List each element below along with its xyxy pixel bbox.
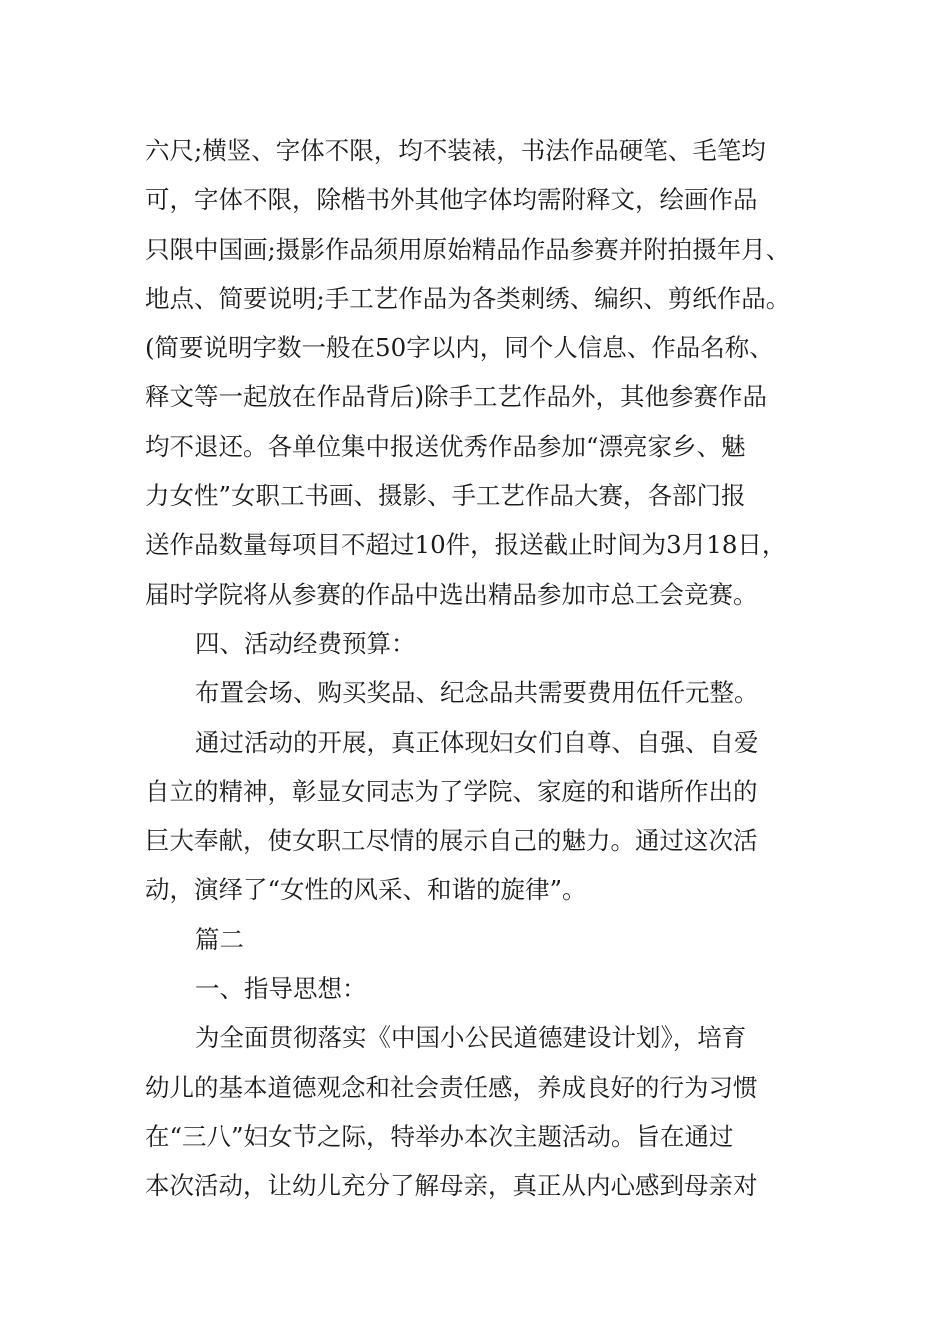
text-line: 均不退还。各单位集中报送优秀作品参加“漂亮家乡、魅 (145, 431, 746, 461)
text-line: 届时学院将从参赛的作品中选出精品参加市总工会竞赛。 (145, 579, 758, 609)
text-line: 释文等一起放在作品背后)除手工艺作品外，其他参赛作品 (145, 382, 768, 412)
text-line: 布置会场、购买奖品、纪念品共需要费用伍仟元整。 (195, 678, 759, 708)
text-line: 通过活动的开展，真正体现妇女们自尊、自强、自爱 (195, 727, 759, 757)
section-heading: 一、指导思想： (195, 974, 367, 1004)
text-line: 在“三八”妇女节之际，特举办本次主题活动。旨在通过 (145, 1121, 734, 1151)
text-line: 力女性”女职工书画、摄影、手工艺作品大赛，各部门报 (145, 481, 746, 511)
text-line: 幼儿的基本道德观念和社会责任感，养成良好的行为习惯 (145, 1072, 758, 1102)
text-line: 只限中国画;摄影作品须用原始精品作品参赛并附拍摄年月、 (145, 234, 791, 264)
section-heading: 篇二 (195, 924, 244, 954)
text-line: 为全面贯彻落实《中国小公民道德建设计划》，培育 (195, 1023, 747, 1053)
text-line: 可，字体不限，除楷书外其他字体均需附释文，绘画作品 (145, 185, 758, 215)
text-line: 六尺;横竖、字体不限，均不装裱，书法作品硬笔、毛笔均 (145, 136, 766, 165)
document-body (145, 126, 835, 1211)
text-line: 巨大奉献，使女职工尽情的展示自己的魅力。通过这次活 (145, 826, 758, 856)
text-line: 自立的精神，彰显女同志为了学院、家庭的和谐所作出的 (145, 776, 758, 806)
text-line: (简要说明字数一般在50字以内，同个人信息、作品名称、 (145, 333, 774, 363)
text-line: 地点、简要说明;手工艺作品为各类刺绣、编织、剪纸作品。 (145, 283, 791, 313)
text-line: 送作品数量每项目不超过10件，报送截止时间为3月18日， (145, 530, 787, 560)
section-heading: 四、活动经费预算： (195, 628, 416, 658)
text-line: 本次活动，让幼儿充分了解母亲，真正从内心感到母亲对 (145, 1171, 758, 1201)
text-line: 动，演绎了“女性的风采、和谐的旋律”。 (145, 875, 587, 905)
